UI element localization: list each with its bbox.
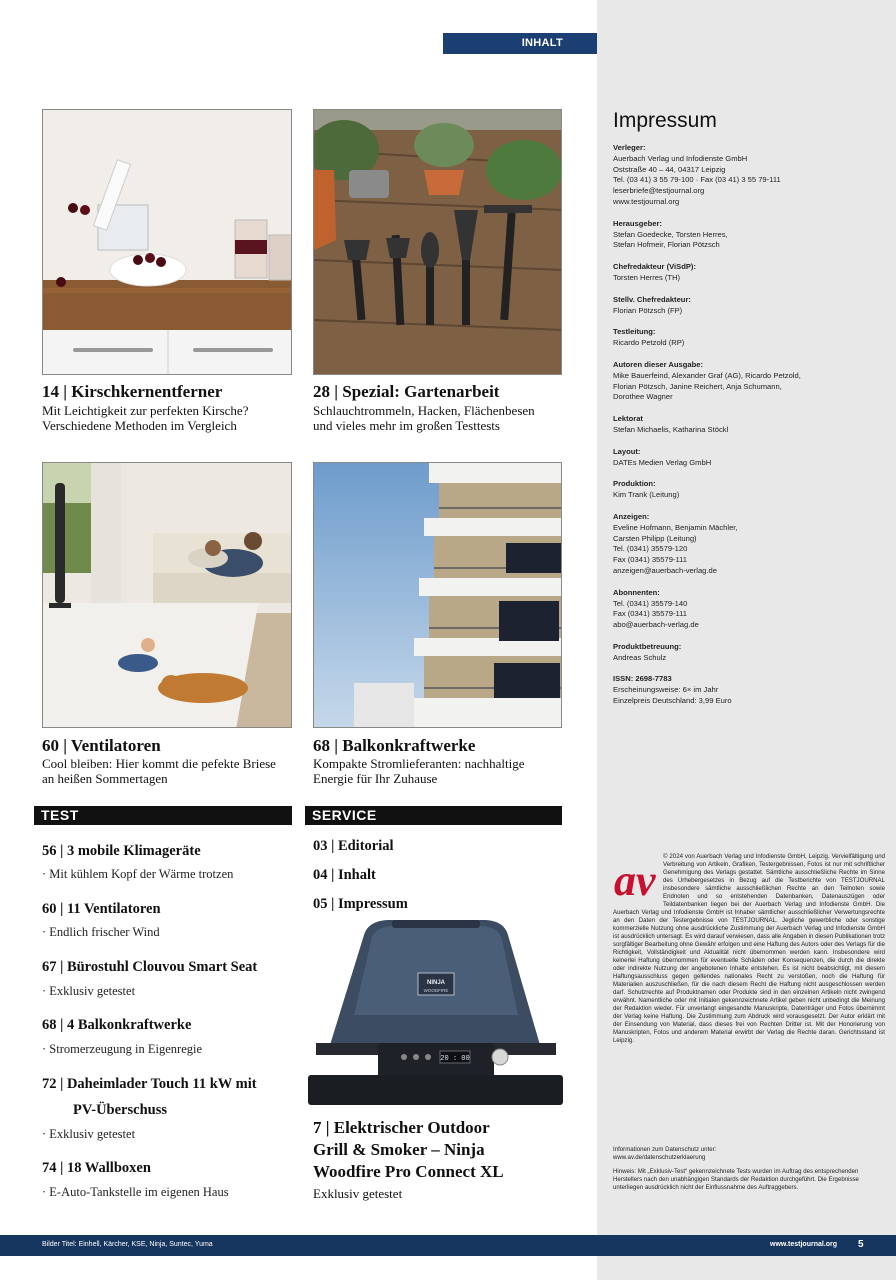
- impressum-block-line: Andreas Schulz: [613, 652, 667, 662]
- impressum-block-line[interactable]: leserbriefe@testjournal.org: [613, 186, 705, 196]
- impressum-block-heading: Produktbetreuung:: [613, 641, 682, 651]
- photo-garden-tools: [313, 109, 562, 375]
- toc-entry-subtitle: · Stromerzeugung in Eigenregie: [42, 1042, 203, 1056]
- grill-feature-title-line[interactable]: Woodfire Pro Connect XL: [313, 1162, 504, 1181]
- impressum-block-heading: Testleitung:: [613, 327, 656, 337]
- impressum-block-line[interactable]: anzeigen@auerbach-verlag.de: [613, 565, 717, 575]
- impressum-block-heading: Autoren dieser Ausgabe:: [613, 359, 704, 369]
- impressum-block-line: Carsten Philipp (Leitung): [613, 533, 697, 543]
- impressum-block-heading: Produktion:: [613, 479, 656, 489]
- impressum-block-line: Florian Pötzsch (FP): [613, 305, 683, 315]
- feature-subtitle: Energie für Ihr Zuhause: [313, 771, 438, 786]
- feature-subtitle: an heißen Sommertagen: [42, 771, 168, 786]
- impressum-block: [613, 674, 885, 706]
- impressum-block-line: Einzelpreis Deutschland: 3,99 Euro: [613, 696, 732, 706]
- impressum-block: [613, 512, 885, 577]
- toc-entry-subtitle: · Endlich frischer Wind: [42, 925, 160, 939]
- feature-subtitle: Schlauchtrommeln, Hacken, Flächenbesen: [313, 403, 535, 418]
- impressum-notes: [613, 1146, 885, 1198]
- impressum-block: [613, 327, 885, 349]
- photo-credits: Bilder Titel: Einhell, Kärcher, KSE, Ninja, Suntec, Yuma: [42, 1241, 213, 1248]
- toc-entry-title[interactable]: 68 | 4 Balkonkraftwerke: [42, 1017, 192, 1033]
- impressum-block-line: Eveline Hofmann, Benjamin Mächler,: [613, 522, 738, 532]
- feature-title[interactable]: 28 | Spezial: Gartenarbeit: [313, 382, 500, 401]
- impressum-block-line[interactable]: abo@auerbach-verlag.de: [613, 620, 699, 630]
- impressum-block-line: Torsten Herres (TH): [613, 272, 681, 282]
- toc-entry-title-continued[interactable]: PV-Überschuss: [73, 1102, 167, 1118]
- privacy-label: Informationen zum Datenschutz unter:: [613, 1146, 717, 1153]
- impressum-block: [613, 479, 885, 501]
- feature-subtitle: Cool bleiben: Hier kommt die pefekte Briese: [42, 756, 276, 771]
- page-number: 5: [858, 1239, 864, 1250]
- publisher-logo-letters: av: [614, 856, 656, 905]
- impressum-block-heading: Lektorat: [613, 414, 643, 424]
- feature-subtitle: und vieles mehr im großen Testtests: [313, 418, 500, 433]
- impressum-block-line: Stefan Goedecke, Torsten Herres,: [613, 229, 728, 239]
- feature-title[interactable]: 68 | Balkonkraftwerke: [313, 736, 476, 755]
- impressum-block-line: Florian Pötzsch, Janine Reichert, Anja Schumann,: [613, 381, 782, 391]
- grill-feature-title-line[interactable]: 7 | Elektrischer Outdoor: [313, 1118, 490, 1137]
- impressum-block: [613, 642, 885, 664]
- toc-entry-subtitle: · Mit kühlem Kopf der Wärme trotzen: [42, 867, 234, 881]
- impressum-block-heading: Stellv. Chefredakteur:: [613, 294, 691, 304]
- feature-title[interactable]: 14 | Kirschkernentferner: [42, 382, 223, 401]
- section-heading-test: TEST: [34, 806, 292, 825]
- impressum-block-heading: Anzeigen:: [613, 511, 650, 521]
- toc-entry-title[interactable]: 60 | 11 Ventilatoren: [42, 901, 161, 917]
- impressum-block-line: Fax (0341) 35579-111: [613, 609, 688, 619]
- feature-subtitle: Mit Leichtigkeit zur perfekten Kirsche?: [42, 403, 249, 418]
- section-tag: INHALT: [443, 33, 597, 54]
- website-link[interactable]: www.testjournal.org: [770, 1241, 838, 1248]
- legal-notice: [613, 853, 885, 1045]
- legal-text: © 2024 von Auerbach Verlag und Infodienste GmbH, Leipzig. Vervielfältigung und Verbreitung von Artikeln, Grafiken, Testergebnissen, Fotos ist nur mit schriftlicher Genehmigung des Verlags gestattet. Sämtliche ausschließliche Rechte im Sinne des Urhebergesetzes in Bezug auf die Testberichte von TESTJOURNAL insbesondere sämtliche ausschließlichen Rechte an den Teilnoten sowie Endnoten und so entstehenden Datenbanken, Datenauszügen oder Teildatenbanken liegen bei der Auerbach Verlag und Infodienste GmbH. Die Auerbach Verlag und Infodienste GmbH ist Inhaber sämtlicher ausschließlicher Verwertungsrechte an den Daten der Testergebnisse von TESTJOURNAL. Jegliche gewerbliche oder sonstige kommerzielle Nutzung ohne ausdrückliche Zustimmung der Auerbach Verlag und Infodienste GmbH ist ausdrücklich untersagt. Es wird darauf verwiesen, dass alle Angaben in diesen Publikationen trotz sorgfältiger Bearbeitung ohne Gewähr erfolgen und eine Haftung des Autors oder des Verlags für die Richtigkeit, Vollständigkeit und Aktualität nicht übernommen werden kann. Insbesondere wird keinerlei Haftung übernommen für eventuelle Schäden oder Konsequenzen, die durch die direkte oder indirekte Nutzung der angebotenen Inhalte entstehen. Es ist nicht beabsichtigt, mit diesem Haftungsausschluss gegen geltendes nationales Recht zu verstoßen, noch die Haftung für Materialien auszuschließen, für die nach diesem Recht die Haftung nicht ausgeschlossen werden darf. Schutzrechte auf Produktnamen oder Produkte sind in den einzelnen Artikeln nicht zwingend erwähnt. Namentliche oder mit Initialen gekennzeichnete Artikel geben nicht unbedingt die Meinung der Redaktion wieder. Für unverlangt eingesandte Manuskripte, Datenträger und Fotos übernimmt der Verlag keine Haftung. Die Zustimmung zum Abdruck wird vorausgesetzt. Der Autor erklärt mit der Einsendung von Material, dass dieses frei von Rechten Dritter ist. Mit der Honorierung von Manuskripten, Fotos und anderem Material erwirbt der Verlag die Rechte daran. Gerichtsstand ist Leipzig.: [613, 853, 885, 1044]
- grill-brand-sub: WOODFIRE: [423, 988, 449, 993]
- photo-cherry-pitter: [42, 109, 292, 375]
- impressum-block-line[interactable]: www.testjournal.org: [613, 196, 680, 206]
- toc-entry-subtitle: · Exklusiv getestet: [42, 1127, 136, 1141]
- toc-entry-title[interactable]: 74 | 18 Wallboxen: [42, 1160, 151, 1176]
- grill-display: 20 : 00: [440, 1055, 470, 1063]
- impressum-block-line: Mike Bauerfeind, Alexander Graf (AG), Ricardo Petzold,: [613, 370, 801, 380]
- impressum-block-line: Auerbach Verlag und Infodienste GmbH: [613, 153, 748, 163]
- impressum-block-line: DATEs Medien Verlag GmbH: [613, 457, 712, 467]
- impressum-block: [613, 588, 885, 631]
- service-item[interactable]: 03 | Editorial: [313, 838, 394, 854]
- toc-entry-title[interactable]: 72 | Daheimlader Touch 11 kW mit: [42, 1076, 257, 1092]
- grill-feature-title-line[interactable]: Grill & Smoker – Ninja: [313, 1140, 485, 1159]
- impressum-block-line: Tel. (03 41) 3 55 79-100 · Fax (03 41) 3 55 79-111: [613, 175, 781, 185]
- photo-living-room-fan: [42, 462, 292, 728]
- impressum-block: [613, 414, 885, 436]
- impressum-title: Impressum: [613, 109, 717, 132]
- privacy-link[interactable]: www.av.de/datenschutzerklaerung: [613, 1154, 706, 1161]
- impressum-block-line: Ricardo Petzold (RP): [613, 338, 685, 348]
- impressum-block-line: Oststraße 40 – 44, 04317 Leipzig: [613, 164, 726, 174]
- impressum-block-heading: Verleger:: [613, 143, 646, 152]
- impressum-block-heading: Chefredakteur (ViSdP):: [613, 262, 696, 272]
- impressum-block-line: Tel. (0341) 35579-120: [613, 544, 688, 554]
- photo-balcony-solar: [313, 462, 562, 728]
- toc-entry-title[interactable]: 56 | 3 mobile Klimageräte: [42, 843, 201, 859]
- grill-feature-subtitle: Exklusiv getestet: [313, 1186, 403, 1201]
- service-item[interactable]: 04 | Inhalt: [313, 867, 376, 883]
- feature-title[interactable]: 60 | Ventilatoren: [42, 736, 161, 755]
- impressum-block-line: Tel. (0341) 35579-140: [613, 598, 688, 608]
- impressum-block: [613, 143, 885, 208]
- impressum-block-heading: Herausgeber:: [613, 218, 662, 228]
- exclusive-test-hint: Hinweis: Mit „Exklusiv-Test“ gekennzeichnete Tests wurden im Auftrag des entsprechenden Herstellers nach den unabhängigen Standards der Redaktion durchgeführt. Die Ergebnisse unterliegen ausdrücklich nicht der Einflussnahme des Auftraggebers.: [613, 1168, 859, 1191]
- impressum-block-line: Dorothee Wagner: [613, 392, 673, 402]
- impressum-block-line: Stefan Michaelis, Katharina Stöckl: [613, 424, 729, 434]
- impressum-block-heading: ISSN: 2698-7783: [613, 674, 672, 684]
- publisher-logo: [613, 855, 657, 905]
- toc-entry-subtitle: · Exklusiv getestet: [42, 984, 136, 998]
- section-heading-service: SERVICE: [305, 806, 562, 825]
- impressum-block: [613, 295, 885, 317]
- toc-entry-title[interactable]: 67 | Bürostuhl Clouvou Smart Seat: [42, 959, 258, 975]
- impressum-block-heading: Abonnenten:: [613, 587, 660, 597]
- impressum-block: [613, 360, 885, 403]
- grill-brand-plate: NINJA: [426, 980, 446, 986]
- impressum-block-line: Erscheinungsweise: 6× im Jahr: [613, 685, 719, 695]
- impressum-block-heading: Layout:: [613, 446, 641, 456]
- feature-subtitle: Kompakte Stromlieferanten: nachhaltige: [313, 756, 525, 771]
- photo-ninja-grill: [308, 915, 563, 1111]
- impressum-block: [613, 447, 885, 469]
- impressum-block: [613, 262, 885, 284]
- feature-subtitle: Verschiedene Methoden im Vergleich: [42, 418, 237, 433]
- impressum-block: [613, 219, 885, 251]
- impressum-block-line: Kim Trank (Leitung): [613, 490, 680, 500]
- impressum-block-line: Stefan Hofmeir, Florian Pötzsch: [613, 240, 720, 250]
- toc-entry-subtitle: · E-Auto-Tankstelle im eigenen Haus: [42, 1185, 229, 1199]
- impressum-list: [613, 143, 885, 718]
- service-item[interactable]: 05 | Impressum: [313, 896, 408, 912]
- impressum-block-line: Fax (0341) 35579-111: [613, 555, 688, 565]
